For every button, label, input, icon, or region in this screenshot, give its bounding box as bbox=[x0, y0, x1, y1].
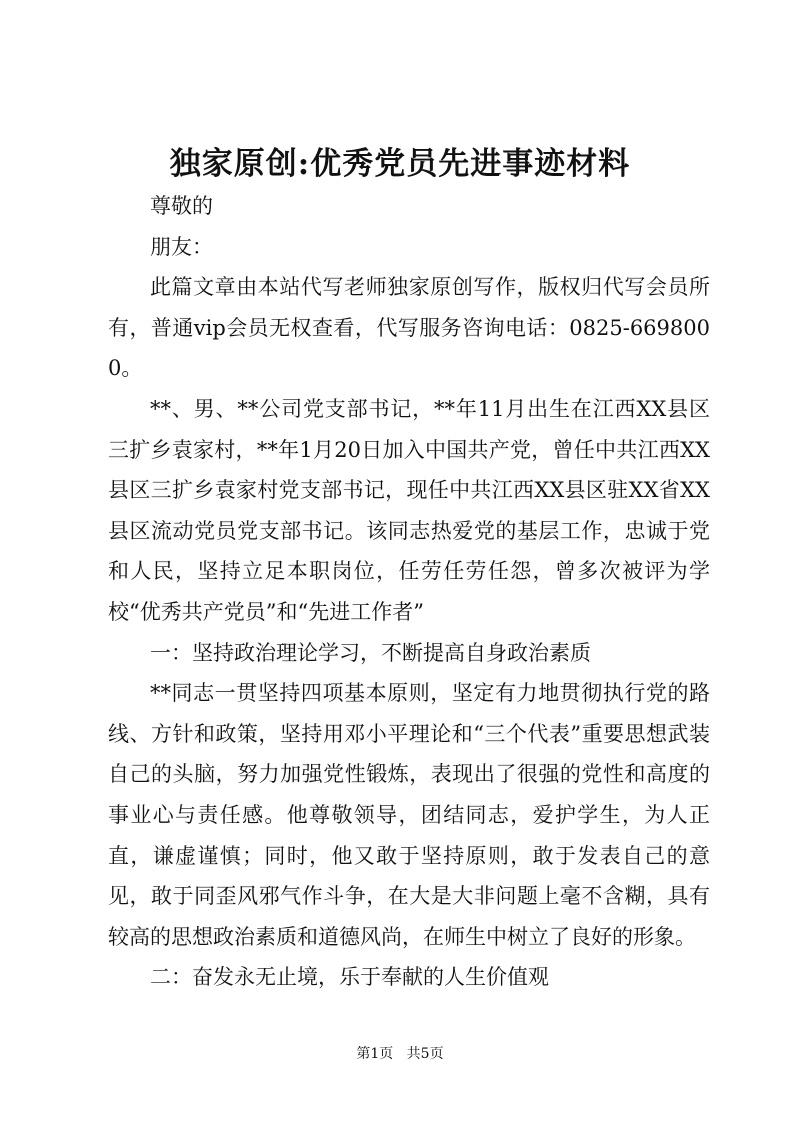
page-number: 第1页 bbox=[356, 1046, 394, 1062]
intro-paragraph: **、男、**公司党支部书记，**年11月出生在江西XX县区三扩乡袁家村，**年1月20日加入中国共产党，曾任中共江西XX县区三扩乡袁家村党支部书记，现任中共江西XX县区驻XX省XX县区流动党员党支部书记。该同志热爱党的基层工作，忠诚于党和人民，坚持立足本职岗位，任劳任劳任怨，曾多次被评为学校“优秀共产党员”和“先进工作者” bbox=[108, 396, 710, 624]
document-body bbox=[108, 186, 710, 998]
section-1-paragraph: **同志一贯坚持四项基本原则，坚定有力地贯彻执行党的路线、方针和政策，坚持用邓小平理论和“三个代表”重要思想武装自己的头脑，努力加强党性锻炼，表现出了很强的党性和高度的事业心与责任感。他尊敬领导，团结同志，爱护学生，为人正直，谦虚谨慎；同时，他又敢于坚持原则，敢于发表自己的意见，敢于同歪风邪气作斗争，在大是大非问题上毫不含糊，具有较高的思想政治素质和道德风尚，在师生中树立了良好的形象。 bbox=[108, 681, 710, 949]
greeting-line: 尊敬的 bbox=[150, 194, 213, 218]
section-heading-2: 二：奋发永无止境，乐于奉献的人生价值观 bbox=[150, 965, 549, 990]
copyright-notice: 此篇文章由本站代写老师独家原创写作，版权归代写会员所有，普通vip会员无权查看，代写服务咨询电话：0825-6698000。 bbox=[108, 275, 710, 381]
document-title: 独家原创:优秀党员先进事迹材料 bbox=[169, 146, 631, 182]
page-total: 共5页 bbox=[406, 1046, 444, 1062]
section-heading-1: 一：坚持政治理论学习，不断提高自身政治素质 bbox=[150, 640, 591, 665]
greeting-line-2: 朋友： bbox=[150, 234, 213, 259]
page-footer bbox=[0, 1044, 800, 1064]
